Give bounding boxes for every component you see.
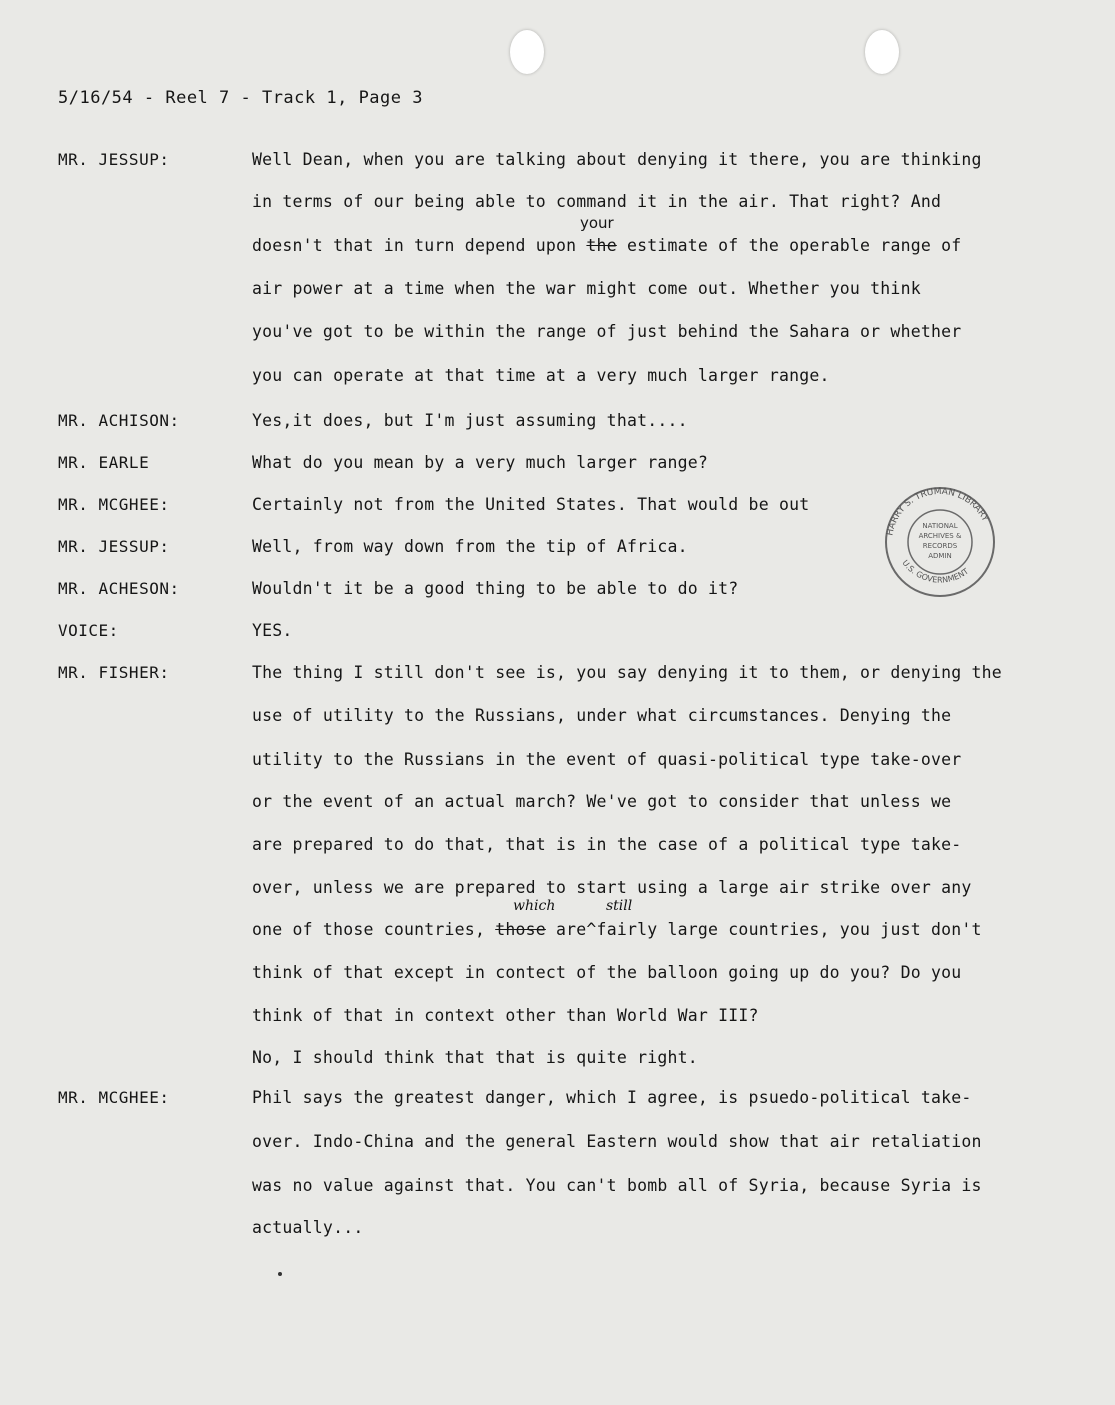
transcript-line: over, unless we are prepared to start using a large air strike over any xyxy=(252,878,972,897)
transcript-line: actually... xyxy=(252,1218,364,1237)
archive-stamp xyxy=(870,480,1010,598)
speaker-label: MR. FISHER: xyxy=(58,663,170,682)
transcript-line: The thing I still don't see is, you say denying it to them, or denying the xyxy=(252,663,1002,682)
stamp-inner-text: RECORDS xyxy=(922,542,958,550)
speaker-label: MR. ACHESON: xyxy=(58,579,180,598)
stamp-bottom-text: U.S. GOVERNMENT xyxy=(900,558,971,585)
struck-word: those xyxy=(495,920,546,939)
transcript-line: you can operate at that time at a very much larger range. xyxy=(252,366,830,385)
transcript-line: YES. xyxy=(252,621,293,640)
transcript-line: doesn't that in turn depend upon the estimate of the operable range of xyxy=(252,236,962,255)
transcript-line: in terms of our being able to command it in the air. That right? And xyxy=(252,192,942,211)
struck-word: the xyxy=(586,236,617,255)
stamp-inner-text: ARCHIVES & xyxy=(918,532,962,540)
transcript-line: one of those countries, those are^fairly large countries, you just don't xyxy=(252,920,982,939)
transcript-line: utility to the Russians in the event of quasi-political type take-over xyxy=(252,750,962,769)
stamp-inner-text: ADMIN xyxy=(928,552,952,560)
transcript-line: think of that in context other than World War III? xyxy=(252,1006,759,1025)
transcript-line: think of that except in contect of the balloon going up do you? Do you xyxy=(252,963,962,982)
speaker-label: MR. EARLE xyxy=(58,453,150,472)
speaker-label: VOICE: xyxy=(58,621,119,640)
speaker-label: MR. MCGHEE: xyxy=(58,495,170,514)
transcript-line: Phil says the greatest danger, which I agree, is psuedo-political take- xyxy=(252,1088,972,1107)
transcript-line: use of utility to the Russians, under what circumstances. Denying the xyxy=(252,706,952,725)
handwritten-insertion: which xyxy=(513,898,556,914)
speaker-label: MR. ACHISON: xyxy=(58,411,180,430)
punch-hole-right xyxy=(865,30,899,74)
transcript-line: Wouldn't it be a good thing to be able to do it? xyxy=(252,579,739,598)
stamp-outer-text: HARRY S. TRUMAN LIBRARY xyxy=(885,486,990,537)
stray-mark xyxy=(278,1272,282,1276)
transcript-line: Yes,it does, but I'm just assuming that.... xyxy=(252,411,688,430)
speaker-label: MR. JESSUP: xyxy=(58,150,170,169)
transcript-line: you've got to be within the range of just behind the Sahara or whether xyxy=(252,322,962,341)
transcript-line: over. Indo-China and the general Eastern would show that air retaliation xyxy=(252,1132,982,1151)
page-header: 5/16/54 - Reel 7 - Track 1, Page 3 xyxy=(58,88,423,108)
transcript-line: are prepared to do that, that is in the case of a political type take- xyxy=(252,835,962,854)
speaker-label: MR. MCGHEE: xyxy=(58,1088,170,1107)
transcript-line: Certainly not from the United States. That would be out xyxy=(252,495,810,514)
transcript-line: No, I should think that that is quite right. xyxy=(252,1048,698,1067)
transcript-line: air power at a time when the war might come out. Whether you think xyxy=(252,279,921,298)
transcript-line: was no value against that. You can't bomb all of Syria, because Syria is xyxy=(252,1176,982,1195)
transcript-line: Well, from way down from the tip of Africa. xyxy=(252,537,688,556)
transcript-line: or the event of an actual march? We've got to consider that unless we xyxy=(252,792,952,811)
transcript-line: What do you mean by a very much larger range? xyxy=(252,453,709,472)
stamp-inner-text: NATIONAL xyxy=(922,522,958,530)
handwritten-insertion: still xyxy=(606,898,633,914)
transcript-line: Well Dean, when you are talking about denying it there, you are thinking xyxy=(252,150,982,169)
punch-hole-left xyxy=(510,30,544,74)
typed-insertion: your xyxy=(580,214,614,232)
speaker-label: MR. JESSUP: xyxy=(58,537,170,556)
